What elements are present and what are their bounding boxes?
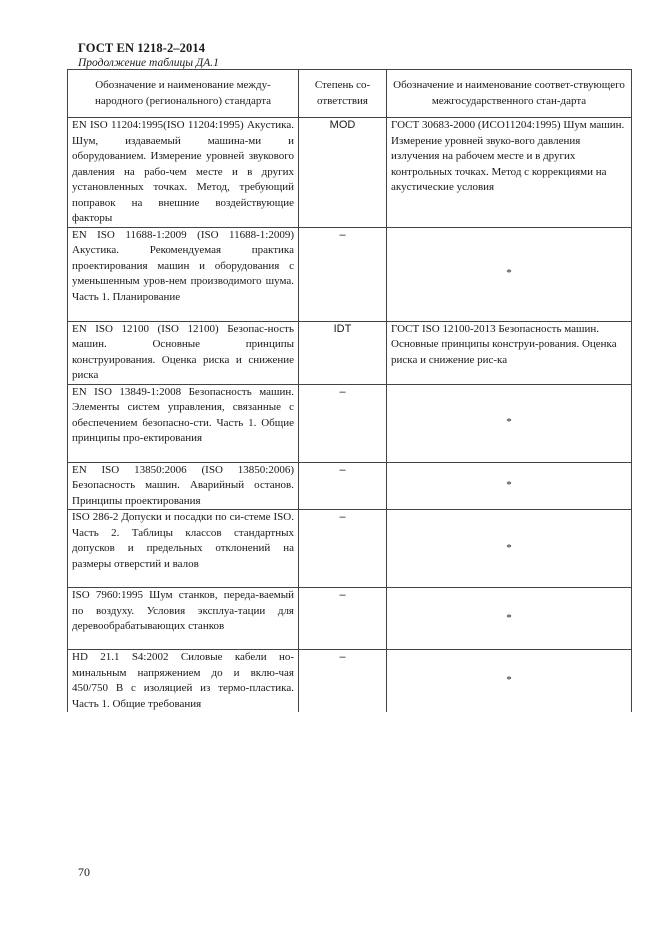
degree-cell: – <box>299 384 387 462</box>
interstate-standard-cell: * <box>387 462 632 510</box>
table-continuation-caption: Продолжение таблицы ДА.1 <box>78 57 219 69</box>
degree-cell: – <box>299 510 387 588</box>
degree-cell: – <box>299 462 387 510</box>
interstate-standard-cell: * <box>387 384 632 462</box>
degree-cell: – <box>299 588 387 650</box>
table-row <box>68 510 632 588</box>
international-standard-cell: EN ISO 11204:1995(ISO 11204:1995) Акустика. Шум, издаваемый машина-ми и оборудованием. Измерение уровней звукового давления на рабо-чем месте и в других установленных точках. Метод, требующий поправок на внешние воздействующие факторы <box>68 118 299 228</box>
table-row <box>68 118 632 228</box>
international-standard-cell: EN ISO 12100 (ISO 12100) Безопас-ность машин. Основные принципы конструирования. Оценка риска и снижение риска <box>68 321 299 384</box>
degree-cell: MOD <box>299 118 387 228</box>
interstate-standard-cell: * <box>387 510 632 588</box>
degree-cell: – <box>299 650 387 713</box>
table-row <box>68 462 632 510</box>
international-standard-cell: EN ISO 13849-1:2008 Безопасность машин. Элементы систем управления, связанные с обеспечением безопасно-сти. Часть 1. Общие принципы про-ектирования <box>68 384 299 462</box>
standards-correspondence-table <box>67 69 632 712</box>
document-title: ГОСТ EN 1218-2–2014 <box>78 41 206 55</box>
table-row <box>68 321 632 384</box>
table-row <box>68 588 632 650</box>
interstate-standard-cell: * <box>387 650 632 713</box>
international-standard-cell: ISO 7960:1995 Шум станков, переда-ваемый по воздуху. Условия эксплуа-тации для деревообрабатывающих станков <box>68 588 299 650</box>
interstate-standard-cell: * <box>387 227 632 321</box>
table-row <box>68 384 632 462</box>
header-interstate-standard: Обозначение и наименование соответ-ствующего межгосударственного стан-дарта <box>387 70 632 118</box>
international-standard-cell: EN ISO 11688-1:2009 (ISO 11688-1:2009) Акустика. Рекомендуемая практика проектирования машин и оборудования с уменьшенным уров-нем производимого шума. Часть 1. Планирование <box>68 227 299 321</box>
international-standard-cell: ISO 286-2 Допуски и посадки по си-стеме ISO. Часть 2. Таблицы классов стандартных допусков и предельных отклонений на размеры отверстий и валов <box>68 510 299 588</box>
degree-cell: IDT <box>299 321 387 384</box>
international-standard-cell: EN ISO 13850:2006 (ISO 13850:2006) Безопасность машин. Аварийный останов. Принципы проектирования <box>68 462 299 510</box>
international-standard-cell: HD 21.1 S4:2002 Силовые кабели но-минальным напряжением до и вклю-чая 450/750 В с изоляцией из термо-пластика. Часть 1. Общие требования <box>68 650 299 713</box>
table-header-row <box>68 70 632 118</box>
interstate-standard-cell: ГОСТ ISO 12100-2013 Безопасность машин. Основные принципы конструи-рования. Оценка риска и снижение рис-ка <box>387 321 632 384</box>
page-number: 70 <box>78 865 90 879</box>
interstate-standard-cell: * <box>387 588 632 650</box>
interstate-standard-cell: ГОСТ 30683-2000 (ИСО11204:1995) Шум машин. Измерение уровней звуко-вого давления излучения на рабочем месте и в других контрольных точках. Метод с коррекциями на акустические условия <box>387 118 632 228</box>
table-row <box>68 650 632 713</box>
degree-cell: – <box>299 227 387 321</box>
table-row <box>68 227 632 321</box>
header-degree-of-conformity: Степень со-ответствия <box>299 70 387 118</box>
header-international-standard: Обозначение и наименование между-народного (регионального) стандарта <box>68 70 299 118</box>
